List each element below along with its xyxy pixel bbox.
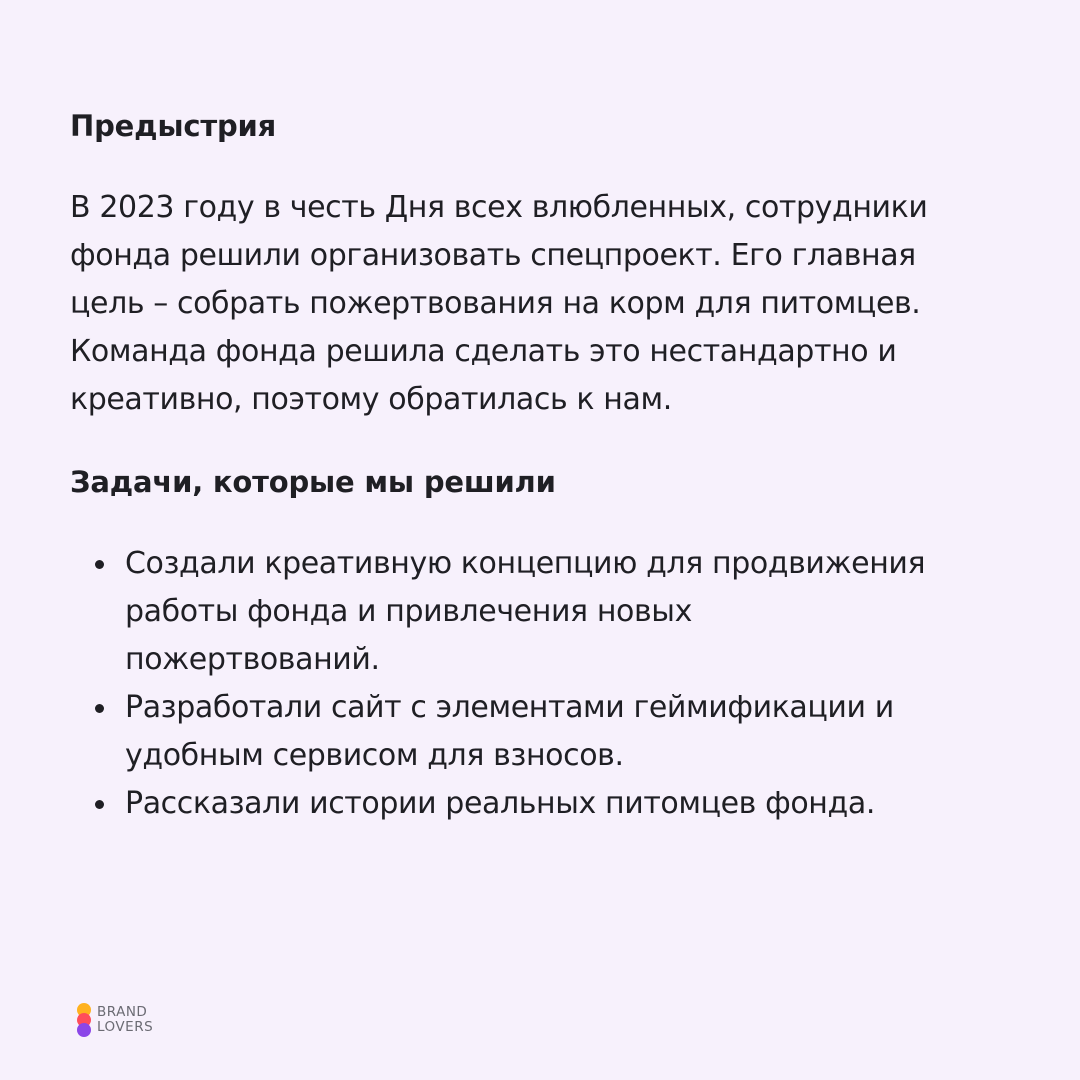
slide-content (70, 100, 1020, 828)
logo-line-1: BRAND (97, 1004, 148, 1020)
list-item-line: Рассказали истории реальных питомцев фонда. (125, 786, 875, 821)
paragraph-line: В 2023 году в честь Дня всех влюбленных, сотрудники (70, 190, 928, 225)
list-item-line: удобным сервисом для взносов. (125, 738, 624, 773)
logo-line-2: LOVERS (97, 1019, 154, 1035)
list-item (70, 540, 1020, 684)
list-item-line: работы фонда и привлечения новых (125, 594, 692, 629)
list-item-line: Создали креативную концепцию для продвижения (125, 546, 926, 581)
backstory-heading: Предыстрия (70, 109, 277, 143)
stacked-circles-logo-icon (76, 1003, 92, 1037)
backstory-paragraph (70, 184, 1020, 424)
paragraph-line: креативно, поэтому обратилась к нам. (70, 382, 672, 417)
brand-logo (76, 1003, 153, 1037)
paragraph-line: Команда фонда решила сделать это нестандартно и (70, 334, 897, 369)
list-item (70, 684, 1020, 780)
bullet-icon (95, 800, 104, 809)
logo-wordmark (97, 1005, 153, 1035)
tasks-heading: Задачи, которые мы решили (70, 465, 556, 499)
bullet-icon (95, 704, 104, 713)
logo-dot-purple (77, 1023, 91, 1037)
bullet-icon (95, 560, 104, 569)
list-item (70, 780, 1020, 828)
paragraph-line: фонда решили организовать спецпроект. Его главная (70, 238, 916, 273)
list-item-line: Разработали сайт с элементами геймификации и (125, 690, 894, 725)
tasks-list (70, 540, 1020, 828)
list-item-line: пожертвований. (125, 642, 380, 677)
paragraph-line: цель – собрать пожертвования на корм для питомцев. (70, 286, 921, 321)
